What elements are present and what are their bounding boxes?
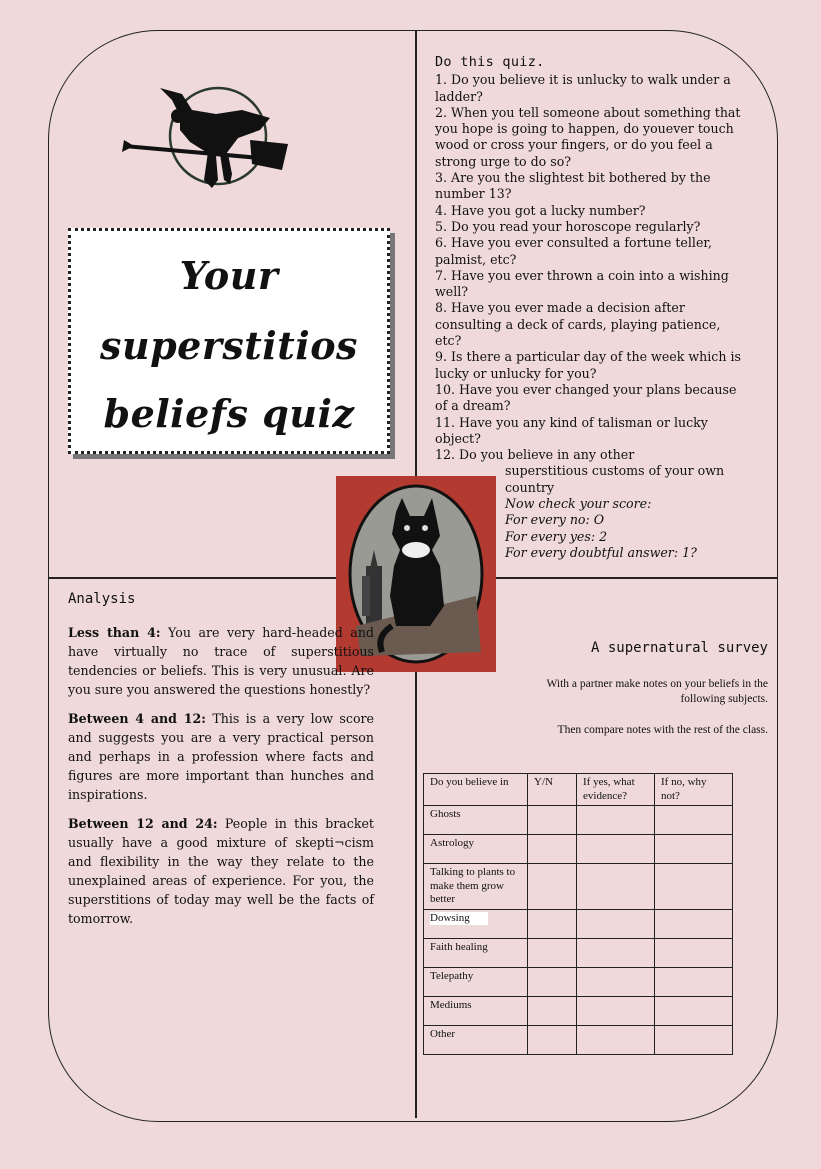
column-header: If yes, what evidence? (577, 774, 655, 806)
analysis-text: You are very hard-headed and have virtually no trace of superstitious tendencies or beliefs. This is very unusual. Are you sure you answered the questions honestly? (68, 625, 374, 697)
row-label: Astrology (424, 835, 528, 864)
score-range-label: Between 4 and 12: (68, 711, 206, 726)
analysis-paragraph (68, 709, 374, 804)
answer-cell[interactable] (655, 967, 733, 996)
answer-cell[interactable] (577, 938, 655, 967)
title-line-2: superstitios (100, 323, 358, 368)
title-box (68, 228, 390, 454)
quiz-heading: Do this quiz. (435, 54, 545, 70)
answer-cell[interactable] (528, 909, 577, 938)
quiz-question: 5. Do you read your horoscope regularly? (435, 218, 701, 234)
table-row (424, 806, 733, 835)
score-heading: Now check your score: (505, 496, 652, 512)
answer-cell[interactable] (528, 835, 577, 864)
quiz-question: 8. Have you ever made a decision after consulting a deck of cards, playing patience, etc? (435, 300, 721, 349)
quiz-question: 12. Do you believe in any other (435, 447, 635, 463)
analysis-paragraph (68, 623, 374, 699)
answer-cell[interactable] (528, 1025, 577, 1054)
row-label: Faith healing (424, 938, 528, 967)
table-row (424, 938, 733, 967)
quiz-question: 9. Is there a particular day of the week which is lucky or unlucky for you? (435, 349, 741, 381)
score-doubtful: For every doubtful answer: 1? (505, 544, 697, 560)
quiz-question: 11. Have you any kind of talisman or lucky object? (435, 414, 708, 446)
quiz-question: 2. When you tell someone about something that you hope is going to happen, do youever touch wood or cross your fingers, or do you feel a strong urge to do so? (435, 104, 741, 169)
analysis-text: This is a very low score and suggests you are a very practical person and perhaps in a profession where facts and figures are more important than hunches and inspirations. (68, 711, 375, 802)
witch-on-broom-illustration (120, 80, 290, 198)
answer-cell[interactable] (655, 909, 733, 938)
analysis-paragraph (68, 814, 374, 928)
table-row (424, 835, 733, 864)
title-line-3: beliefs quiz (103, 391, 355, 436)
answer-cell[interactable] (655, 1025, 733, 1054)
quiz-question: 10. Have you ever changed your plans because of a dream? (435, 381, 737, 414)
score-yes: For every yes: 2 (505, 528, 608, 544)
quiz-question-continued: superstitious customs of your own country (505, 463, 725, 495)
column-header: Do you believe in (424, 774, 528, 806)
table-row (424, 967, 733, 996)
quiz-question: 3. Are you the slightest bit bothered by the number 13? (435, 170, 711, 202)
score-range-label: Less than 4: (68, 625, 161, 640)
row-label: Telepathy (424, 967, 528, 996)
answer-cell[interactable] (577, 909, 655, 938)
row-label: Talking to plants to make them grow better (424, 864, 528, 910)
answer-cell[interactable] (655, 806, 733, 835)
row-label-text: Dowsing (430, 912, 488, 926)
quiz-question: 6. Have you ever consulted a fortune teller, palmist, etc? (435, 235, 713, 267)
column-header: Y/N (528, 774, 577, 806)
answer-cell[interactable] (655, 996, 733, 1025)
survey-title: A supernatural survey (590, 640, 768, 656)
answer-cell[interactable] (577, 967, 655, 996)
analysis-heading: Analysis (68, 591, 136, 607)
analysis-section (68, 590, 374, 938)
answer-cell[interactable] (577, 835, 655, 864)
survey-instruction: With a partner make notes on your beliefs in the following subjects. (546, 678, 768, 705)
answer-cell[interactable] (528, 806, 577, 835)
table-row (424, 1025, 733, 1054)
analysis-text: People in this bracket usually have a good mixture of skepti¬cism and flexibility in the way they relate to the unexplained areas of experience. For you, the superstitions of today may well be the facts of tomorrow. (68, 816, 374, 926)
table-row (424, 909, 733, 938)
answer-cell[interactable] (577, 996, 655, 1025)
column-header: If no, why not? (655, 774, 733, 806)
answer-cell[interactable] (577, 1025, 655, 1054)
answer-cell[interactable] (528, 864, 577, 910)
table-row (424, 864, 733, 910)
table-row (424, 996, 733, 1025)
answer-cell[interactable] (577, 864, 655, 910)
survey-table (423, 773, 733, 1055)
table-header-row (424, 774, 733, 806)
title-line-1: Your (179, 253, 279, 298)
answer-cell[interactable] (528, 938, 577, 967)
score-no: For every no: O (505, 512, 605, 528)
answer-cell[interactable] (655, 864, 733, 910)
quiz-question: 4. Have you got a lucky number? (435, 202, 646, 218)
row-label (424, 909, 528, 938)
answer-cell[interactable] (528, 996, 577, 1025)
row-label: Other (424, 1025, 528, 1054)
score-range-label: Between 12 and 24: (68, 816, 218, 831)
survey-instruction: Then compare notes with the rest of the class. (557, 724, 768, 736)
quiz-question: 7. Have you ever thrown a coin into a wishing well? (435, 267, 729, 300)
answer-cell[interactable] (577, 806, 655, 835)
row-label: Ghosts (424, 806, 528, 835)
answer-cell[interactable] (655, 835, 733, 864)
answer-cell[interactable] (528, 967, 577, 996)
quiz-question: 1. Do you believe it is unlucky to walk under a ladder? (435, 72, 731, 104)
answer-cell[interactable] (655, 938, 733, 967)
row-label: Mediums (424, 996, 528, 1025)
